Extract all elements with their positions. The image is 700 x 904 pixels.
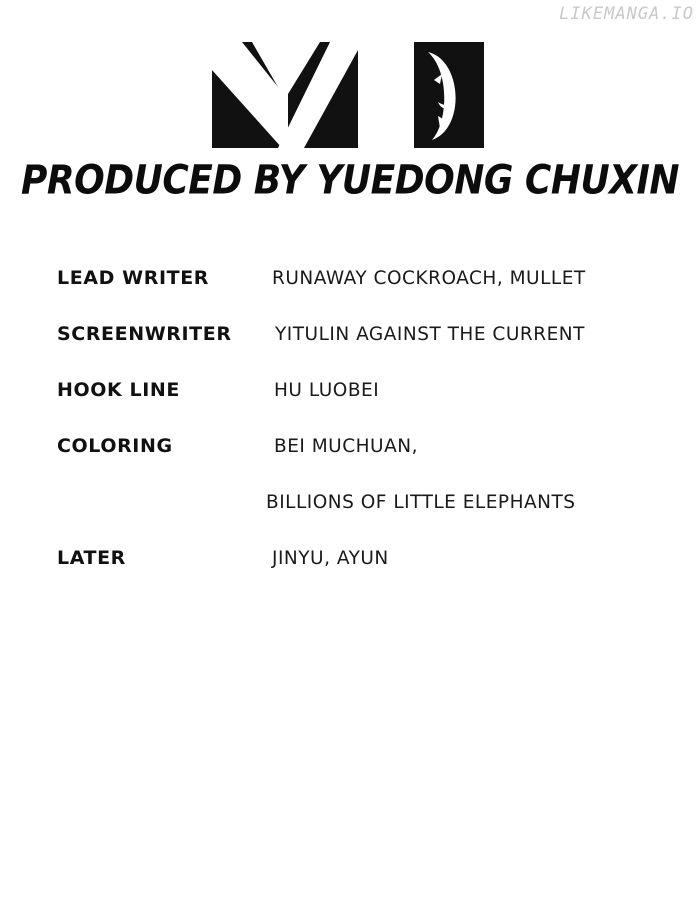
credit-role: COLORING	[57, 435, 173, 457]
credit-role: HOOK LINE	[57, 379, 180, 401]
yuedong-chuxin-logo-icon	[212, 42, 484, 148]
credit-role: LEAD WRITER	[57, 267, 210, 289]
credit-name: HU LUOBEI	[274, 380, 380, 401]
page-title: PRODUCED BY YUEDONG CHUXIN	[21, 157, 679, 204]
credit-role: LATER	[57, 547, 126, 569]
credit-role: SCREENWRITER	[57, 323, 232, 345]
credit-name: JINYU, AYUN	[272, 548, 389, 569]
credit-name: BILLIONS OF LITTLE ELEPHANTS	[266, 492, 576, 513]
credit-name: BEI MUCHUAN,	[274, 436, 418, 457]
watermark-text: LIKEMANGA.IO	[559, 4, 694, 24]
credit-name: RUNAWAY COCKROACH, MULLET	[272, 268, 586, 289]
credit-name: YITULIN AGAINST THE CURRENT	[275, 324, 585, 345]
